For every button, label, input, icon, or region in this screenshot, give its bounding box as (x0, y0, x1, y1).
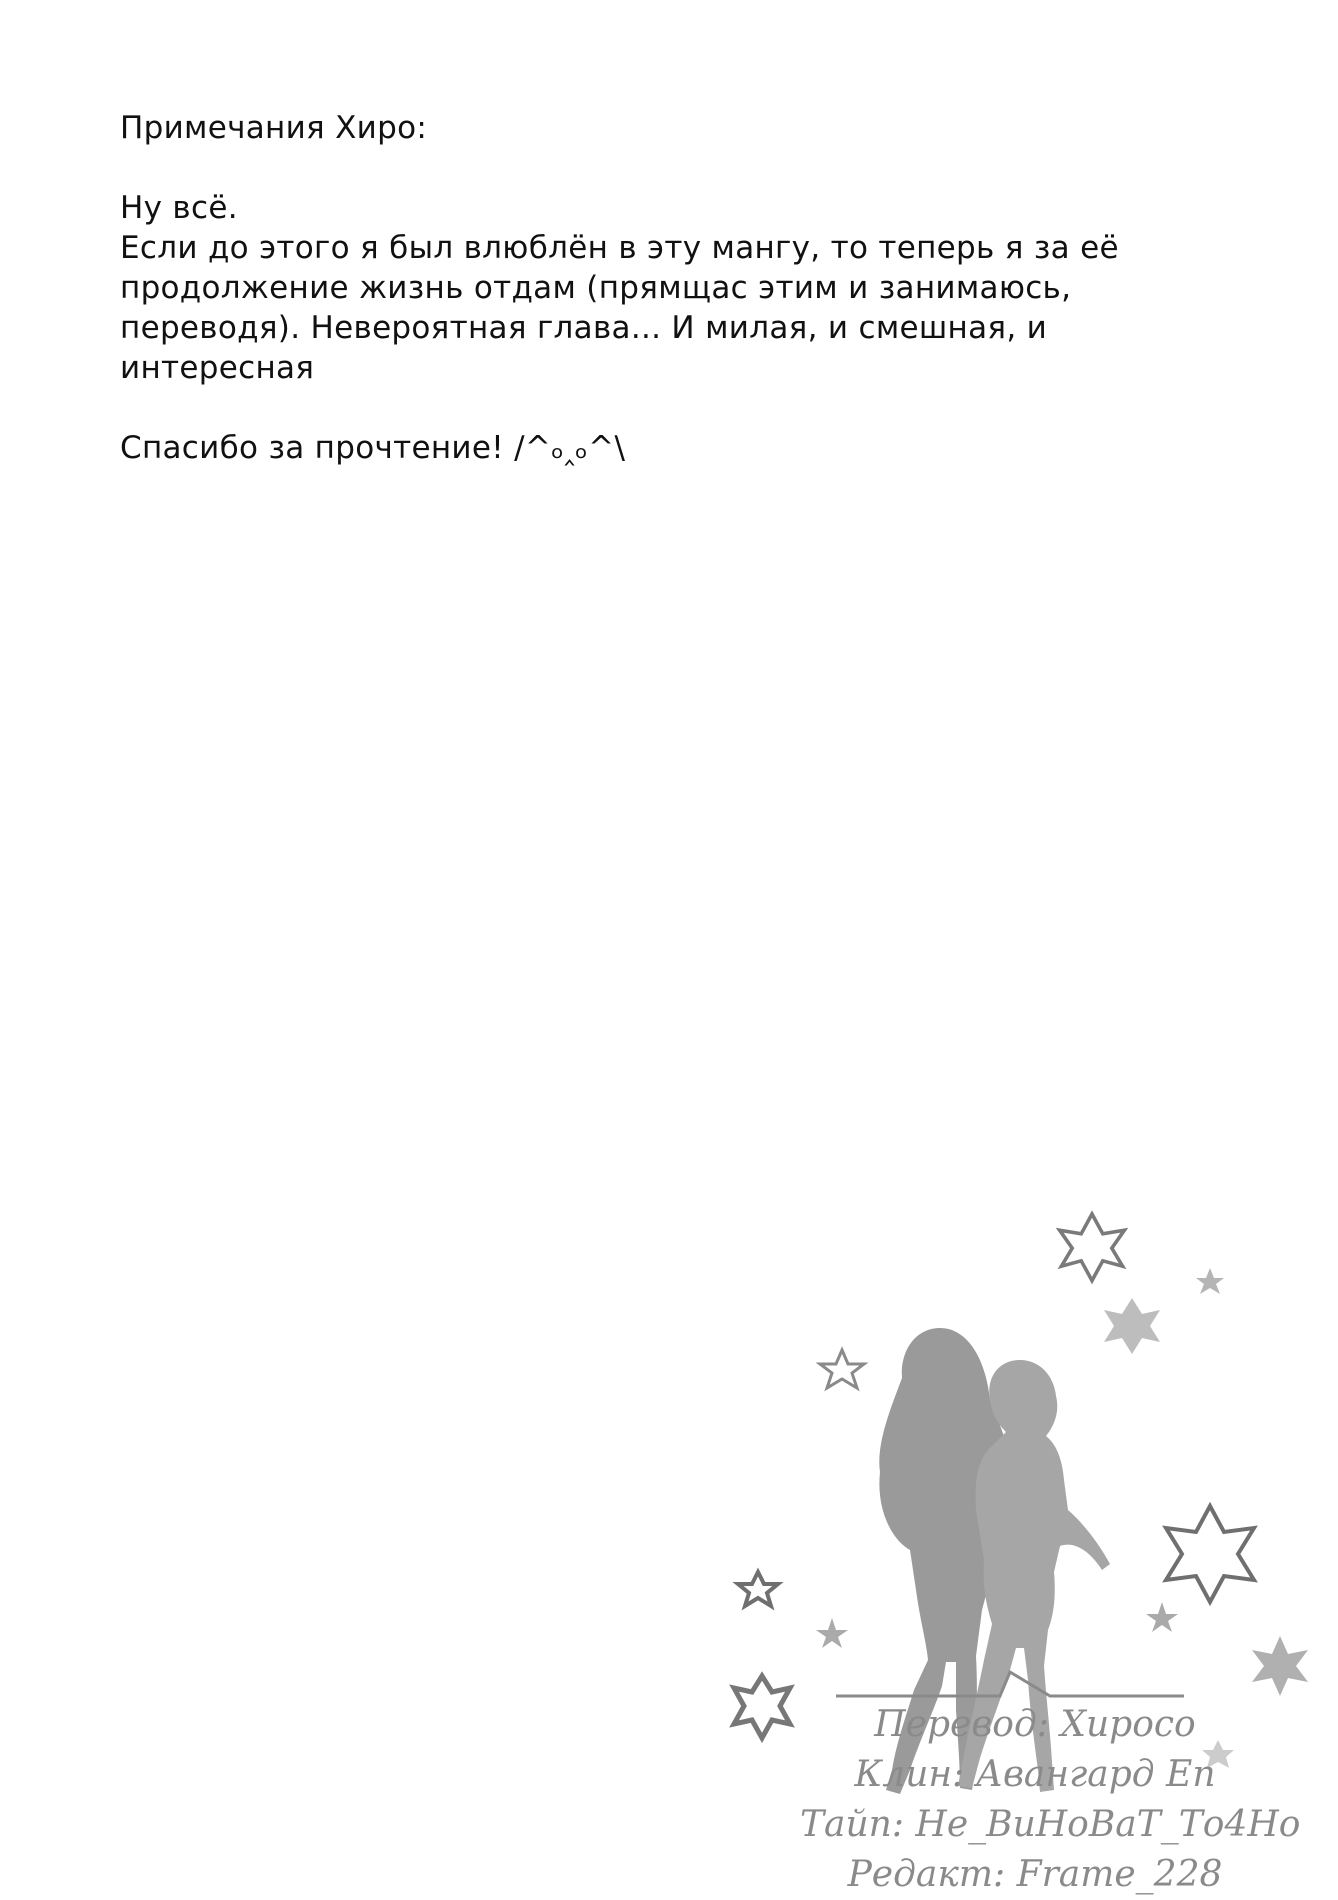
notes-thanks: Спасибо за прочтение! /^ₒ‸ₒ^\ (120, 430, 626, 466)
star-outline-icon (1166, 1506, 1254, 1602)
star-outline-icon (738, 1572, 778, 1606)
credits-block (800, 1700, 1301, 1900)
notes-paragraph-line-2: продолжение жизнь отдам (прямщас этим и занимаюсь, (120, 270, 1072, 306)
credit-edit: Редакт: Frame_228 (847, 1854, 1223, 1895)
credit-type: Тайп: Не_ВиНоВаТ_То4Но (800, 1804, 1301, 1845)
credit-translation: Перевод: Хиросо (874, 1704, 1196, 1745)
star-filled-icon (816, 1618, 848, 1648)
star-filled-icon (1196, 1268, 1224, 1294)
star-outline-icon (820, 1350, 864, 1388)
notes-paragraph-line-4: интересная (120, 350, 315, 386)
star-filled-icon (1146, 1602, 1178, 1632)
ground-line (836, 1672, 1184, 1696)
notes-heading: Примечания Хиро: (120, 110, 428, 146)
notes-paragraph-line-3: переводя). Невероятная глава... И милая, и смешная, и (120, 310, 1048, 346)
star-outline-icon (734, 1676, 790, 1738)
credit-clean: Клин: Авангард Еп (854, 1754, 1216, 1795)
star-outline-icon (1060, 1214, 1125, 1281)
star-filled-icon (1104, 1298, 1160, 1354)
notes-paragraph-line-1: Если до этого я был влюблён в эту мангу, то теперь я за её (120, 230, 1119, 266)
translator-notes (120, 108, 1220, 468)
star-filled-icon (1252, 1636, 1308, 1696)
notes-line: Ну всё. (120, 190, 238, 226)
